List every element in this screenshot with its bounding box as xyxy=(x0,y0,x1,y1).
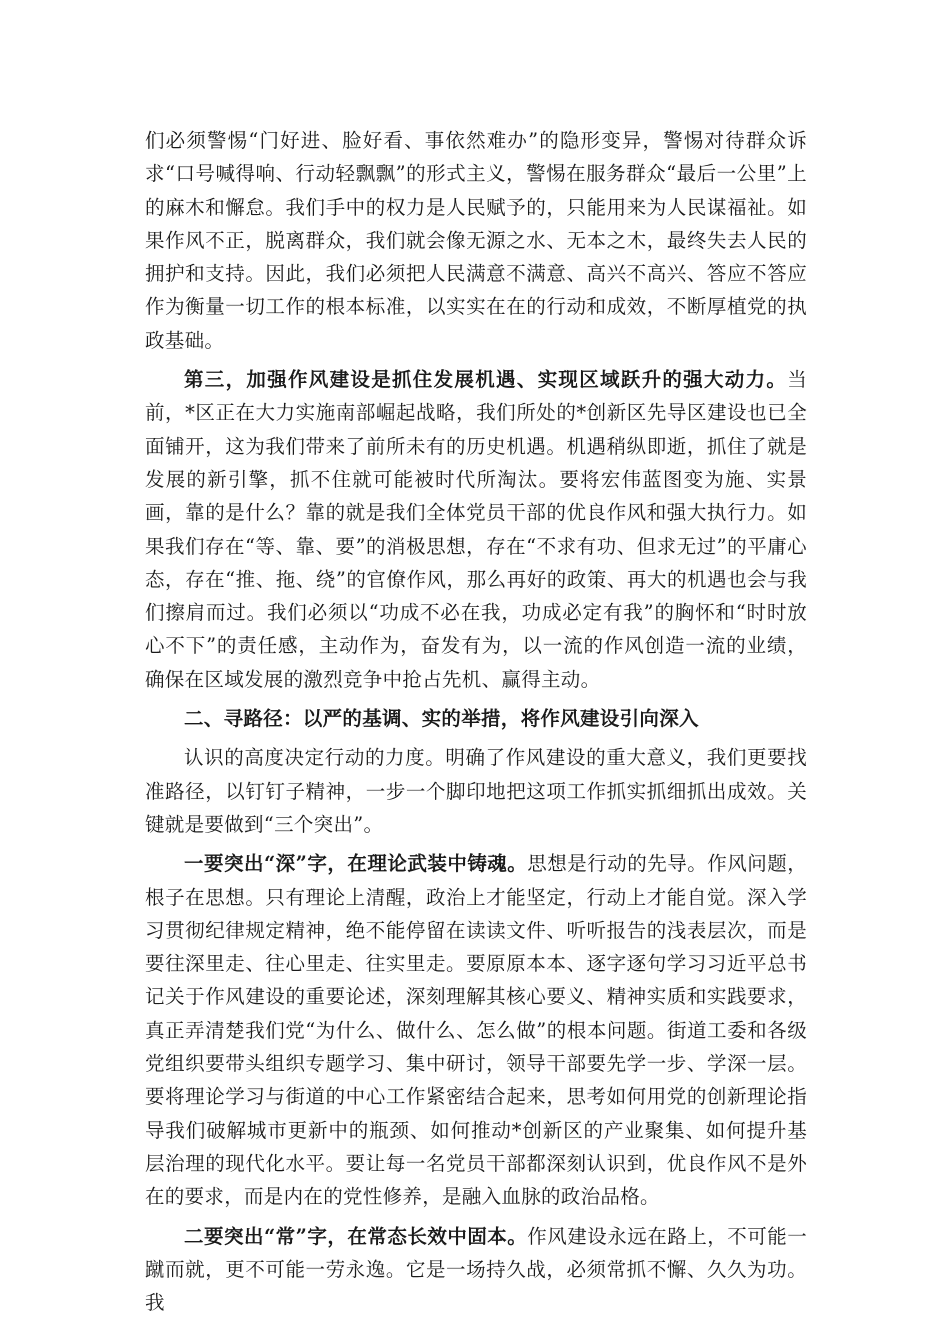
paragraph-intro xyxy=(145,741,807,841)
paragraph-continuation xyxy=(145,124,807,357)
paragraph-body: 当前，*区正在大力实施南部崛起战略，我们所处的*创新区先导区建设也已全面铺开，这为我们带来了前所未有的历史机遇。机遇稍纵即逝，抓住了就是发展的新引擎，抓不住就可能被时代所淘汰。要将宏伟蓝图变为施、实景画，靠的是什么？靠的就是我们全体党员干部的优良作风和强大执行力。如果我们存在“等、靠、要”的消极思想，存在“不求有功、但求无过”的平庸心态，存在“推、拖、绕”的官僚作风，那么再好的政策、再大的机遇也会与我们擦肩而过。我们必须以“功成不必在我，功成必定有我”的胸怀和“时时放心不下”的责任感，主动作为，奋发有为，以一流的作风创造一流的业绩，确保在区域发展的激烈竞争中抢占先机、赢得主动。 xyxy=(145,368,807,691)
paragraph-lead: 一要突出“深”字，在理论武装中铸魂。 xyxy=(184,852,528,876)
paragraph-body: 认识的高度决定行动的力度。明确了作风建设的重大意义，我们更要找准路径，以钉钉子精神，一步一个脚印地把这项工作抓实抓细抓出成效。关键就是要做到“三个突出”。 xyxy=(145,746,807,836)
paragraph-body: 作风建设永远在路上，不可能一蹴而就，更不可能一劳永逸。它是一场持久战，必须常抓不懈、久久为功。我 xyxy=(145,1224,807,1315)
paragraph-lead: 第三，加强作风建设是抓住发展机遇、实现区域跃升的强大动力。 xyxy=(184,368,788,392)
paragraph-body: 思想是行动的先导。作风问题，根子在思想。只有理论上清醒，政治上才能坚定，行动上才能自觉。深入学习贯彻纪律规定精神，绝不能停留在读读文件、听听报告的浅表层次，而是要往深里走、往心里走、往实里走。要原原本本、逐字逐句学习习近平总书记关于作风建设的重要论述，深刻理解其核心要义、精神实质和实践要求，真正弄清楚我们党“为什么、做什么、怎么做”的根本问题。街道工委和各级党组织要带头组织专题学习、集中研讨，领导干部要先学一步、学深一层。要将理论学习与街道的中心工作紧密结合起来，思考如何用党的创新理论指导我们破解城市更新中的瓶颈、如何推动*创新区的产业聚集、如何提升基层治理的现代化水平。要让每一名党员干部都深刻认识到，优良作风不是外在的要求，而是内在的党性修养，是融入血脉的政治品格。 xyxy=(145,852,807,1209)
paragraph-third-point xyxy=(145,363,807,696)
paragraph-body: 们必须警惕“门好进、脸好看、事依然难办”的隐形变异，警惕对待群众诉求“口号喊得响、行动轻飘飘”的形式主义，警惕在服务群众“最后一公里”上的麻木和懈怠。我们手中的权力是人民赋予的，只能用来为人民谋福祉。如果作风不正，脱离群众，我们就会像无源之水、无本之木，最终失去人民的拥护和支持。因此，我们必须把人民满意不满意、高兴不高兴、答应不答应作为衡量一切工作的根本标准，以实实在在的行动和成效，不断厚植党的执政基础。 xyxy=(145,129,807,352)
section-heading xyxy=(145,702,807,735)
paragraph-point-deep xyxy=(145,847,807,1213)
document-page xyxy=(145,124,807,1325)
section-heading-text: 二、寻路径：以严的基调、实的举措，将作风建设引向深入 xyxy=(184,707,699,731)
paragraph-lead: 二要突出“常”字，在常态长效中固本。 xyxy=(184,1224,528,1248)
paragraph-point-constant xyxy=(145,1220,807,1320)
